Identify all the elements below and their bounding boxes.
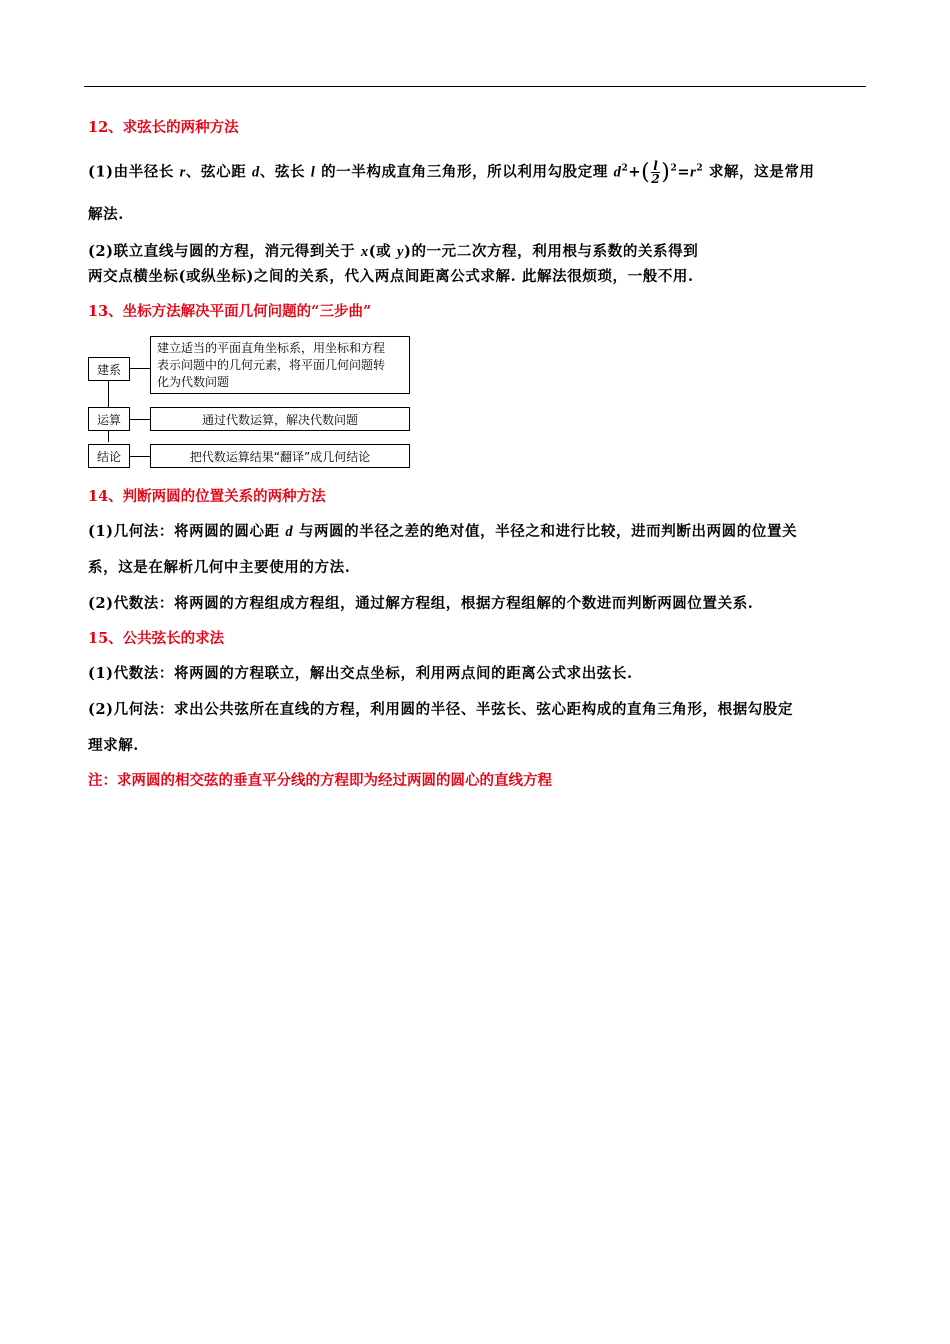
step-desc-build: 建立适当的平面直角坐标系，用坐标和方程 表示问题中的几何元素，将平面几何问题转 化为代数问题	[150, 336, 410, 394]
step-label-compute: 运算	[88, 407, 130, 431]
step-label-conclude: 结论	[88, 444, 130, 468]
section-14-title: 14、判断两圆的位置关系的两种方法	[88, 488, 326, 505]
section-12-paragraph-1: (1)由半径长 r、弦心距 d、弦长 l 的一半构成直角三角形，所以利用勾股定理 $d^2+$( $\frac{l}{2}$ )$^2=r^2$ 求解，这是常用	[88, 159, 815, 186]
section-15-paragraph-1: (1)代数法：将两圆的方程联立，解出交点坐标，利用两点间的距离公式求出弦长.	[88, 665, 633, 682]
section-15-paragraph-2: (2)几何法：求出公共弦所在直线的方程，利用圆的半径、半弦长、弦心距构成的直角三角形，根据勾股定	[88, 701, 794, 718]
section-14-paragraph-1-cont: 系，这是在解析几何中主要使用的方法.	[88, 559, 351, 576]
formula-d: d	[613, 164, 622, 181]
section-12-paragraph-1-cont: 解法.	[88, 206, 124, 223]
header-rule	[84, 86, 866, 87]
section-12-title: 12、求弦长的两种方法	[88, 119, 239, 136]
section-13-title: 13、坐标方法解决平面几何问题的“三步曲”	[88, 303, 372, 320]
fraction-l-over-2: $\frac{l}{2}$	[651, 159, 661, 186]
step-label-build: 建系	[88, 357, 130, 381]
diagram-connector-3	[130, 456, 150, 457]
section-15-title: 15、公共弦长的求法	[88, 630, 225, 647]
section-14-paragraph-2: (2)代数法：将两圆的方程组成方程组，通过解方程组，根据方程组解的个数进而判断两圆位置关系.	[88, 595, 754, 612]
section-12-paragraph-2-cont: 两交点横坐标(或纵坐标)之间的关系，代入两点间距离公式求解. 此解法很烦琐，一般不用.	[88, 268, 694, 285]
diagram-connector-1	[130, 368, 150, 369]
section-15-paragraph-2-cont: 理求解.	[88, 737, 139, 754]
section-12-paragraph-2: (2)联立直线与圆的方程，消元得到关于 x(或 y)的一元二次方程，利用根与系数的关系得到	[88, 243, 699, 260]
diagram-connector-2	[130, 419, 150, 420]
note-text: 注：求两圆的相交弦的垂直平分线的方程即为经过两圆的圆心的直线方程	[88, 772, 552, 789]
section-14-paragraph-1: (1)几何法：将两圆的圆心距 d 与两圆的半径之差的绝对值，半径之和进行比较，进而判断出两圆的位置关	[88, 523, 798, 540]
step-desc-compute: 通过代数运算，解决代数问题	[150, 407, 410, 431]
step-desc-conclude: 把代数运算结果“翻译”成几何结论	[150, 444, 410, 468]
